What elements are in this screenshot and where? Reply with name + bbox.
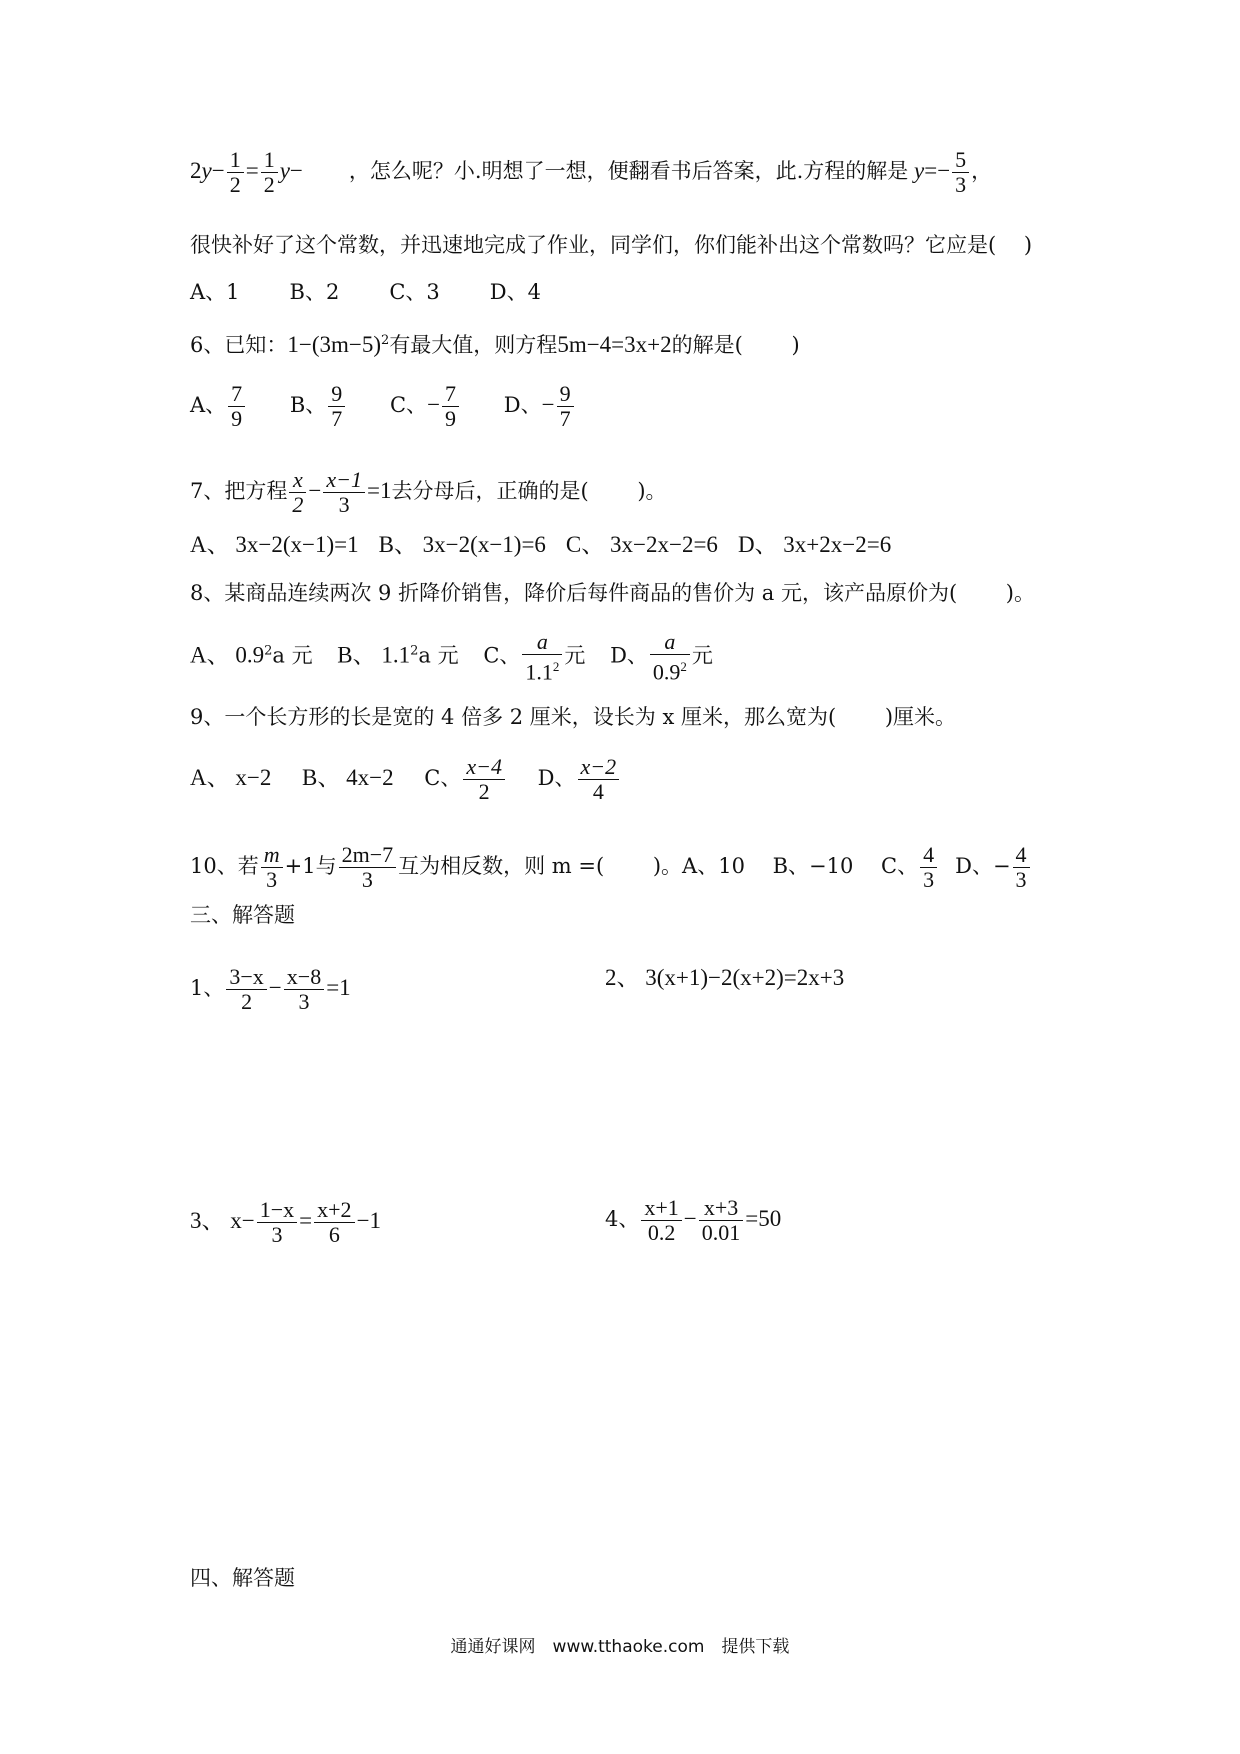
q9-options: A、 x−2 B、 4x−2 C、 $\frac{x-4}{2}$ D、 $\frac{x-2}{4}$ (190, 755, 621, 804)
q5-half-frac: $\frac{1}{2}$ (227, 148, 244, 197)
sec3-problem-3: 3、 x− $\frac{1-x}{3}$ = $\frac{x+2}{6}$ −1 (190, 1197, 382, 1247)
q5-text1: ，怎么呢？小.明想了一想，便翻看书后答案，此.方程的解是 (348, 159, 909, 183)
q5-half-frac-2: $\frac{1}{2}$ (261, 148, 278, 197)
q6-question: 6、已知：$1-(3m-5)^2$有最大值，则方程5m−4=3x+2的解是( ) (190, 332, 800, 357)
q5-solution-frac: $\frac{5}{3}$ (952, 148, 969, 197)
sec3-problem-4: 4、 $\frac{x+1}{0.2}$ − $\frac{x+3}{0.01}$ =50 (605, 1195, 782, 1245)
q5-line2: 很快补好了这个常数，并迅速地完成了作业，同学们，你们能补出这个常数吗？它应是( ) (190, 233, 1033, 257)
q5-equation-line: 2y− $\frac{1}{2}$ = $\frac{1}{2}$ y− ，怎么呢？小.明想了一想，便翻看书后答案，此.方程的解是 y=− $\frac{5}{3}$ ， (190, 147, 993, 197)
q6-options: A、 $\frac{7}{9}$ B、 $\frac{9}{7}$ C、− $\frac{7}{9}$ D、− $\frac{9}{7}$ (190, 382, 576, 431)
q10-question: 10、若 $\frac{m}{3}$ +1与 $\frac{2m-7}{3}$ 互为相反数，则 m =( )。A、10 B、−10 C、 $\frac{4}{3}$ D、− $\frac{4}{3}$ (190, 843, 1032, 892)
q8-question: 8、某商品连续两次 9 折降价销售，降价后每件商品的售价为 a 元，该产品原价为( )。 (190, 581, 1036, 605)
section3-title: 三、解答题 (190, 903, 295, 927)
sec3-problem-2: 2、 3(x+1)−2(x+2)=2x+3 (605, 965, 845, 990)
q9-question: 9、一个长方形的长是宽的 4 倍多 2 厘米，设长为 x 厘米，那么宽为( )厘米。 (190, 705, 957, 729)
footer-watermark: 通通好课网 www.tthaoke.com 提供下载 (450, 1637, 790, 1657)
section4-title: 四、解答题 (190, 1566, 295, 1590)
q5-options: A、1 B、2 C、3 D、4 (190, 280, 541, 304)
q8-options: A、 $0.9^2a$ 元 B、 $1.1^2a$ 元 C、 $\frac{a}{1.1^2}$ 元 D、 $\frac{a}{0.9^2}$ 元 (190, 629, 713, 685)
sec3-problem-1: 1、 $\frac{3-x}{2}$ − $\frac{x-8}{3}$ =1 (190, 964, 351, 1014)
q7-options: A、 3x−2(x−1)=1 B、 3x−2(x−1)=6 C、 3x−2x−2=6 D、 3x+2x−2=6 (190, 532, 892, 557)
q5-eq-left: 2 (190, 158, 202, 183)
q7-question: 7、把方程 $\frac{x}{2}$ − $\frac{x-1}{3}$ =1去分母后，正确的是( )。 (190, 467, 667, 517)
